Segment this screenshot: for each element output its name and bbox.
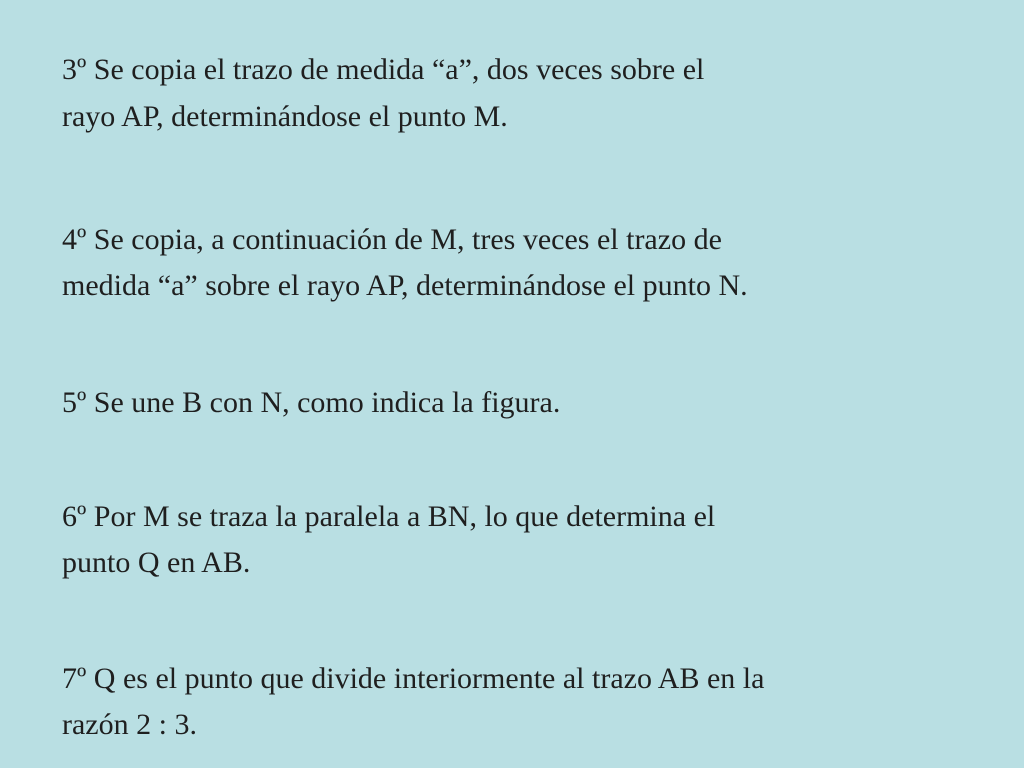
step-4-line-1: 4º Se copia, a continuación de M, tres veces el trazo de — [62, 223, 722, 256]
step-7-line-1: 7º Q es el punto que divide interiormente al trazo AB en la — [62, 662, 765, 695]
step-5-paragraph — [62, 379, 992, 426]
step-6-line-1: 6º Por M se traza la paralela a BN, lo que determina el — [62, 500, 716, 533]
step-4-paragraph — [62, 217, 992, 309]
step-7-line-2: razón 2 : 3. — [62, 707, 197, 741]
step-7-paragraph — [62, 656, 992, 748]
step-5-line-1: 5º Se une B con N, como indica la figura. — [62, 386, 561, 419]
step-4-line-2: medida “a” sobre el rayo AP, determinándose el punto N. — [62, 268, 748, 302]
step-3-paragraph — [62, 46, 992, 141]
step-6-paragraph — [62, 494, 992, 586]
step-3-line-1: 3º Se copia el trazo de medida “a”, dos veces sobre el — [62, 53, 705, 86]
step-6-line-2: punto Q en AB. — [62, 545, 251, 579]
step-3-line-2: rayo AP, determinándose el punto M. — [62, 100, 508, 134]
